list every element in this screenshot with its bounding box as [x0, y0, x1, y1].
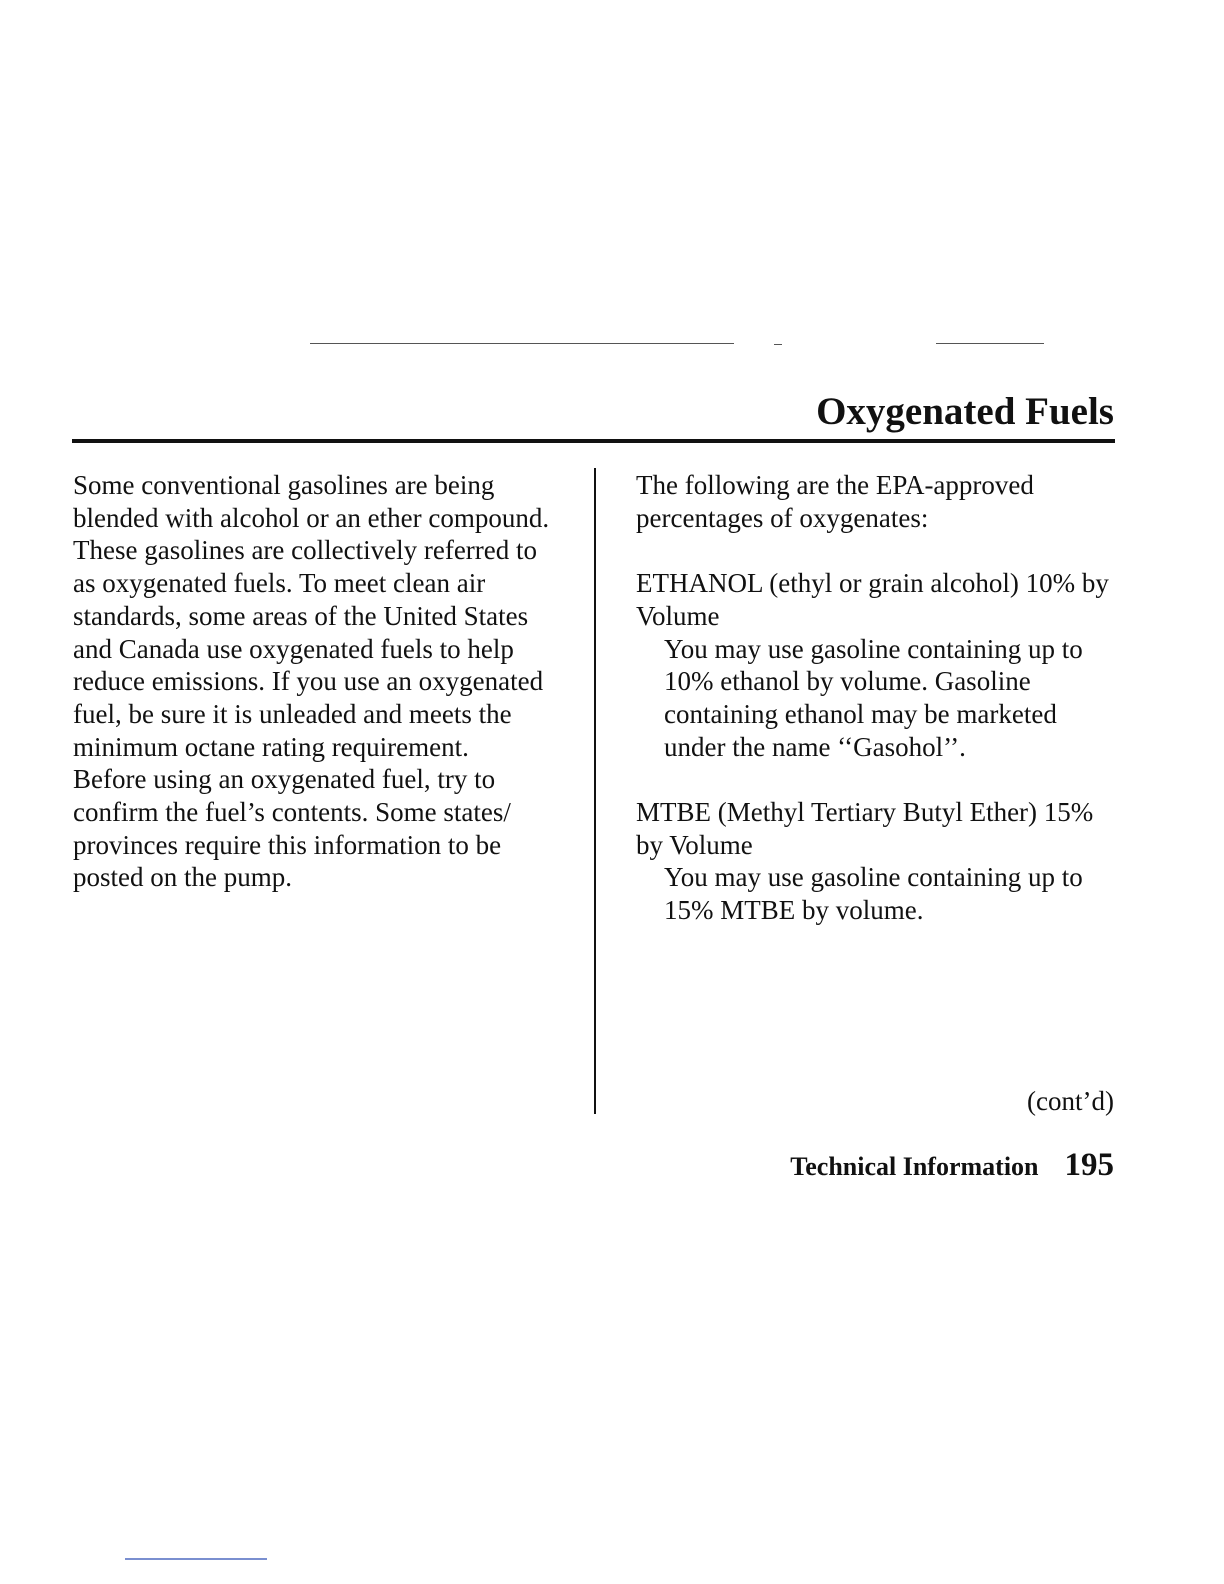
page-footer — [790, 1145, 1114, 1187]
paragraph: Some conventional gasolines are being blended with alcohol or an ether compound. These gasolines are collectively referred to as oxygenated fuels. To meet clean air standards, some areas of the United States and Canada use oxygenated fuels to help reduce emissions. If you use an oxygenated fuel, be sure it is unleaded and meets the minimum octane rating requirement. — [73, 470, 550, 762]
top-rule-short — [936, 343, 1044, 344]
right-column — [636, 469, 1116, 927]
column-divider — [594, 468, 596, 1114]
title-rule — [72, 439, 1115, 443]
oxygenate-text-mtbe: You may use gasoline containing up to 15% MTBE by volume. — [664, 862, 1083, 926]
intro-paragraph: The following are the EPA-approved percentages of oxygenates: — [636, 470, 1034, 533]
oxygenate-text-ethanol: You may use gasoline containing up to 10% ethanol by volume. Gasoline containing ethanol may be marketed under the name ‘‘Gasohol’’. — [664, 633, 1083, 762]
continued-label: (cont’d) — [1027, 1086, 1114, 1116]
footer-section-name: Technical Information — [790, 1152, 1039, 1181]
bottom-rule — [125, 1558, 267, 1560]
oxygenate-heading-mtbe: MTBE (Methyl Tertiary Butyl Ether) 15% by Volume — [636, 797, 1094, 860]
top-rule-long — [310, 343, 734, 344]
oxygenate-heading-ethanol: ETHANOL (ethyl or grain alcohol) 10% by Volume — [636, 568, 1109, 631]
page-number: 195 — [1064, 1147, 1114, 1183]
section-title: Oxygenated Fuels — [816, 390, 1114, 433]
left-column — [73, 469, 563, 894]
spacer — [636, 763, 1116, 796]
top-rule-dash — [774, 344, 782, 345]
spacer — [636, 534, 1116, 567]
paragraph: Before using an oxygenated fuel, try to confirm the fuel’s contents. Some states/ provinces require this information to be posted on the pump. — [73, 764, 511, 893]
